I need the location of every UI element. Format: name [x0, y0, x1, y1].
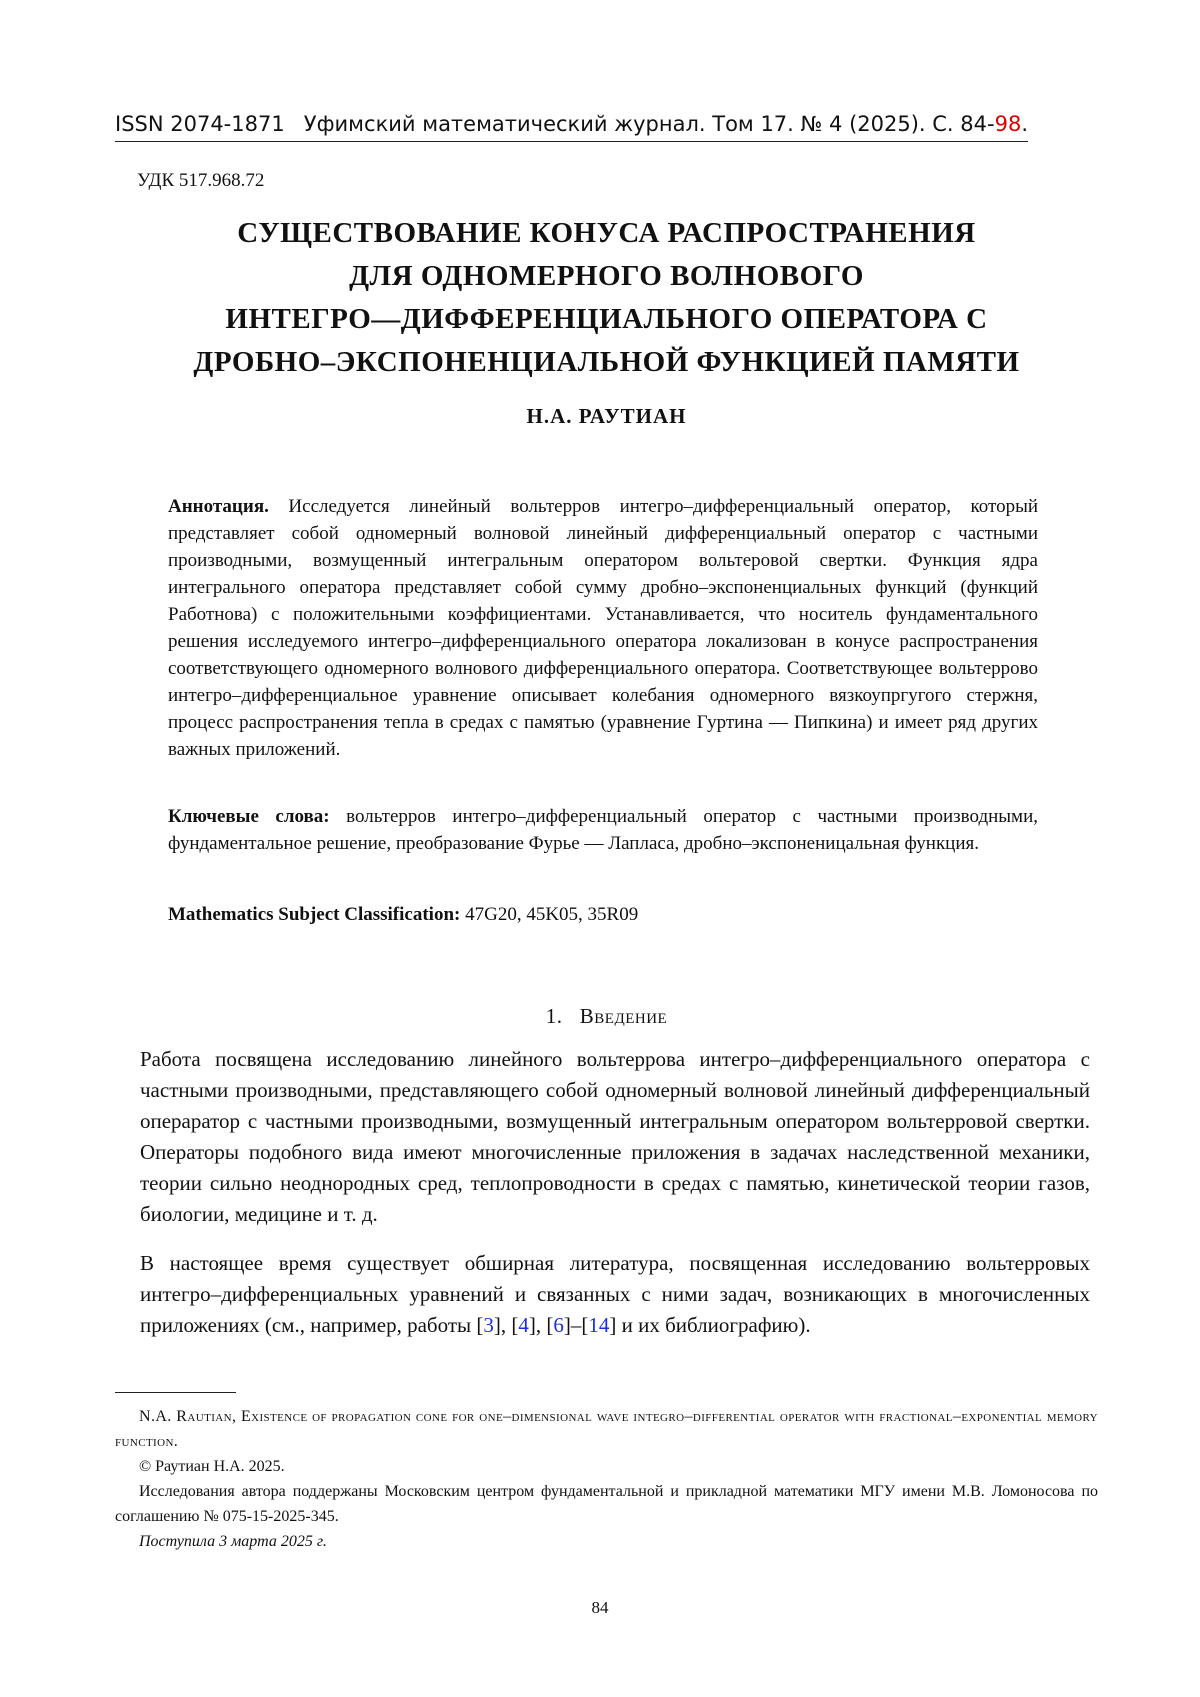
funding-note: Исследования автора поддержаны Московским центром фундаментальной и прикладной математики МГУ имени М.В. Ломоносова по соглашению № 075-15-2025-345. [115, 1483, 1098, 1525]
citation-link[interactable]: 4 [518, 1313, 529, 1337]
english-title: N.A. Rautian, Existence of propagation cone for one–dimensional wave integro–differential operator with fractional–exponential memory function. [115, 1408, 1098, 1450]
msc-label: Mathematics Subject Classification: [168, 904, 461, 925]
msc-codes: 47G20, 45K05, 35R09 [465, 904, 639, 925]
journal-name: Уфимский математический журнал. Том 17. № 4 (2025). С. 84- [303, 112, 995, 136]
citation-link[interactable]: 6 [553, 1313, 564, 1337]
title-line: ДЛЯ ОДНОМЕРНОГО ВОЛНОВОГО [349, 260, 864, 292]
running-header [115, 112, 1028, 136]
paragraph-text: ] и их библиографию). [609, 1313, 811, 1337]
citation-separator: ], [ [528, 1313, 554, 1337]
journal-citation [304, 112, 1028, 136]
last-page-link[interactable]: 98 [994, 112, 1022, 136]
citation-link[interactable]: 3 [483, 1313, 494, 1337]
footnotes [115, 1404, 1098, 1554]
header-rule [115, 141, 1028, 142]
issn: ISSN 2074-1871 [115, 112, 285, 136]
abstract [168, 493, 1038, 763]
title-line: ИНТЕГРО—ДИФФЕРЕНЦИАЛЬНОГО ОПЕРАТОРА С [225, 303, 988, 335]
section-heading [115, 1004, 1098, 1029]
section-number: 1. [545, 1004, 563, 1028]
section-title: Введение [579, 1004, 668, 1028]
keywords-label: Ключевые слова: [168, 806, 330, 827]
abstract-label: Аннотация. [168, 496, 269, 517]
page-number: 84 [591, 1598, 609, 1617]
intro-paragraph-1: Работа посвящена исследованию линейного вольтеррова интегро–дифференциального оператора с частными производными, представляющего собой одномерный волновой линейный дифференциальный оперaратор с частными производными, возмущенный интегральным оператором вольтерровой свертки. Операторы подобного вида имеют многочисленные приложения в задачах наследственной механики, теории сильно неоднородных сред, теплопроводности в средах с памятью, кинетической теории газов, биологии, медицине и т. д. [140, 1047, 1090, 1226]
received-date: Поступила 3 марта 2025 г. [139, 1533, 327, 1550]
author: Н.А. РАУТИАН [526, 404, 687, 428]
paragraph-text: В настоящее время существует обширная литература, посвященная исследованию вольтерровых интегро–дифференциальных уравнений и связанных с ними задач, возникающих в многочисленных приложениях (см., например, работы [ [140, 1251, 1090, 1337]
keywords [168, 803, 1038, 857]
citation-separator: ], [ [493, 1313, 519, 1337]
udk-code: УДК 517.968.72 [137, 170, 265, 191]
paper-title [115, 212, 1098, 384]
keywords-text: вольтерров интегро–дифференциальный оператор с частными производными, фундаментальное решение, преобразование Фурье — Лапласа, дробно–экспоненицальная функция. [168, 806, 1038, 854]
citation-separator: ]–[ [563, 1313, 589, 1337]
intro-paragraph-2 [140, 1248, 1090, 1341]
abstract-text: Исследуется линейный вольтерров интегро–дифференциальный оператор, который представляет собой одномерный волновой линейный дифференциальный оператор с частными производными, возмущенный интегральным оператором вольтеровой свертки. Функция ядра интегрального оператора представляет собой сумму дробно–экспоненциальных функций (функций Работнова) с положительными коэффициентами. Устанавливается, что носитель фундаментального решения исследуемого интегро–дифференциального оператора локализован в конусе распространения соответствующего одномерного волнового дифференциального оператора. Соответствующее вольтеррово интегро–дифференциальное уравнение описывает колебания одномерного вязкоупргугого стержня, процесс распространения тепла в средах с памятью (уравнение Гуртина — Пипкина) и имеет ряд других важных приложений. [168, 496, 1039, 760]
title-line: ДРОБНО–ЭКСПОНЕНЦИАЛЬНОЙ ФУНКЦИЕЙ ПАМЯТИ [193, 346, 1020, 378]
header-end-punct: . [1021, 112, 1028, 136]
title-line: СУЩЕСТВОВАНИЕ КОНУСА РАСПРОСТРАНЕНИЯ [237, 217, 976, 249]
msc-classification [168, 904, 638, 926]
footnote-rule [115, 1392, 236, 1393]
copyright: © Раутиан Н.А. 2025. [139, 1458, 285, 1475]
citation-link[interactable]: 14 [588, 1313, 610, 1337]
